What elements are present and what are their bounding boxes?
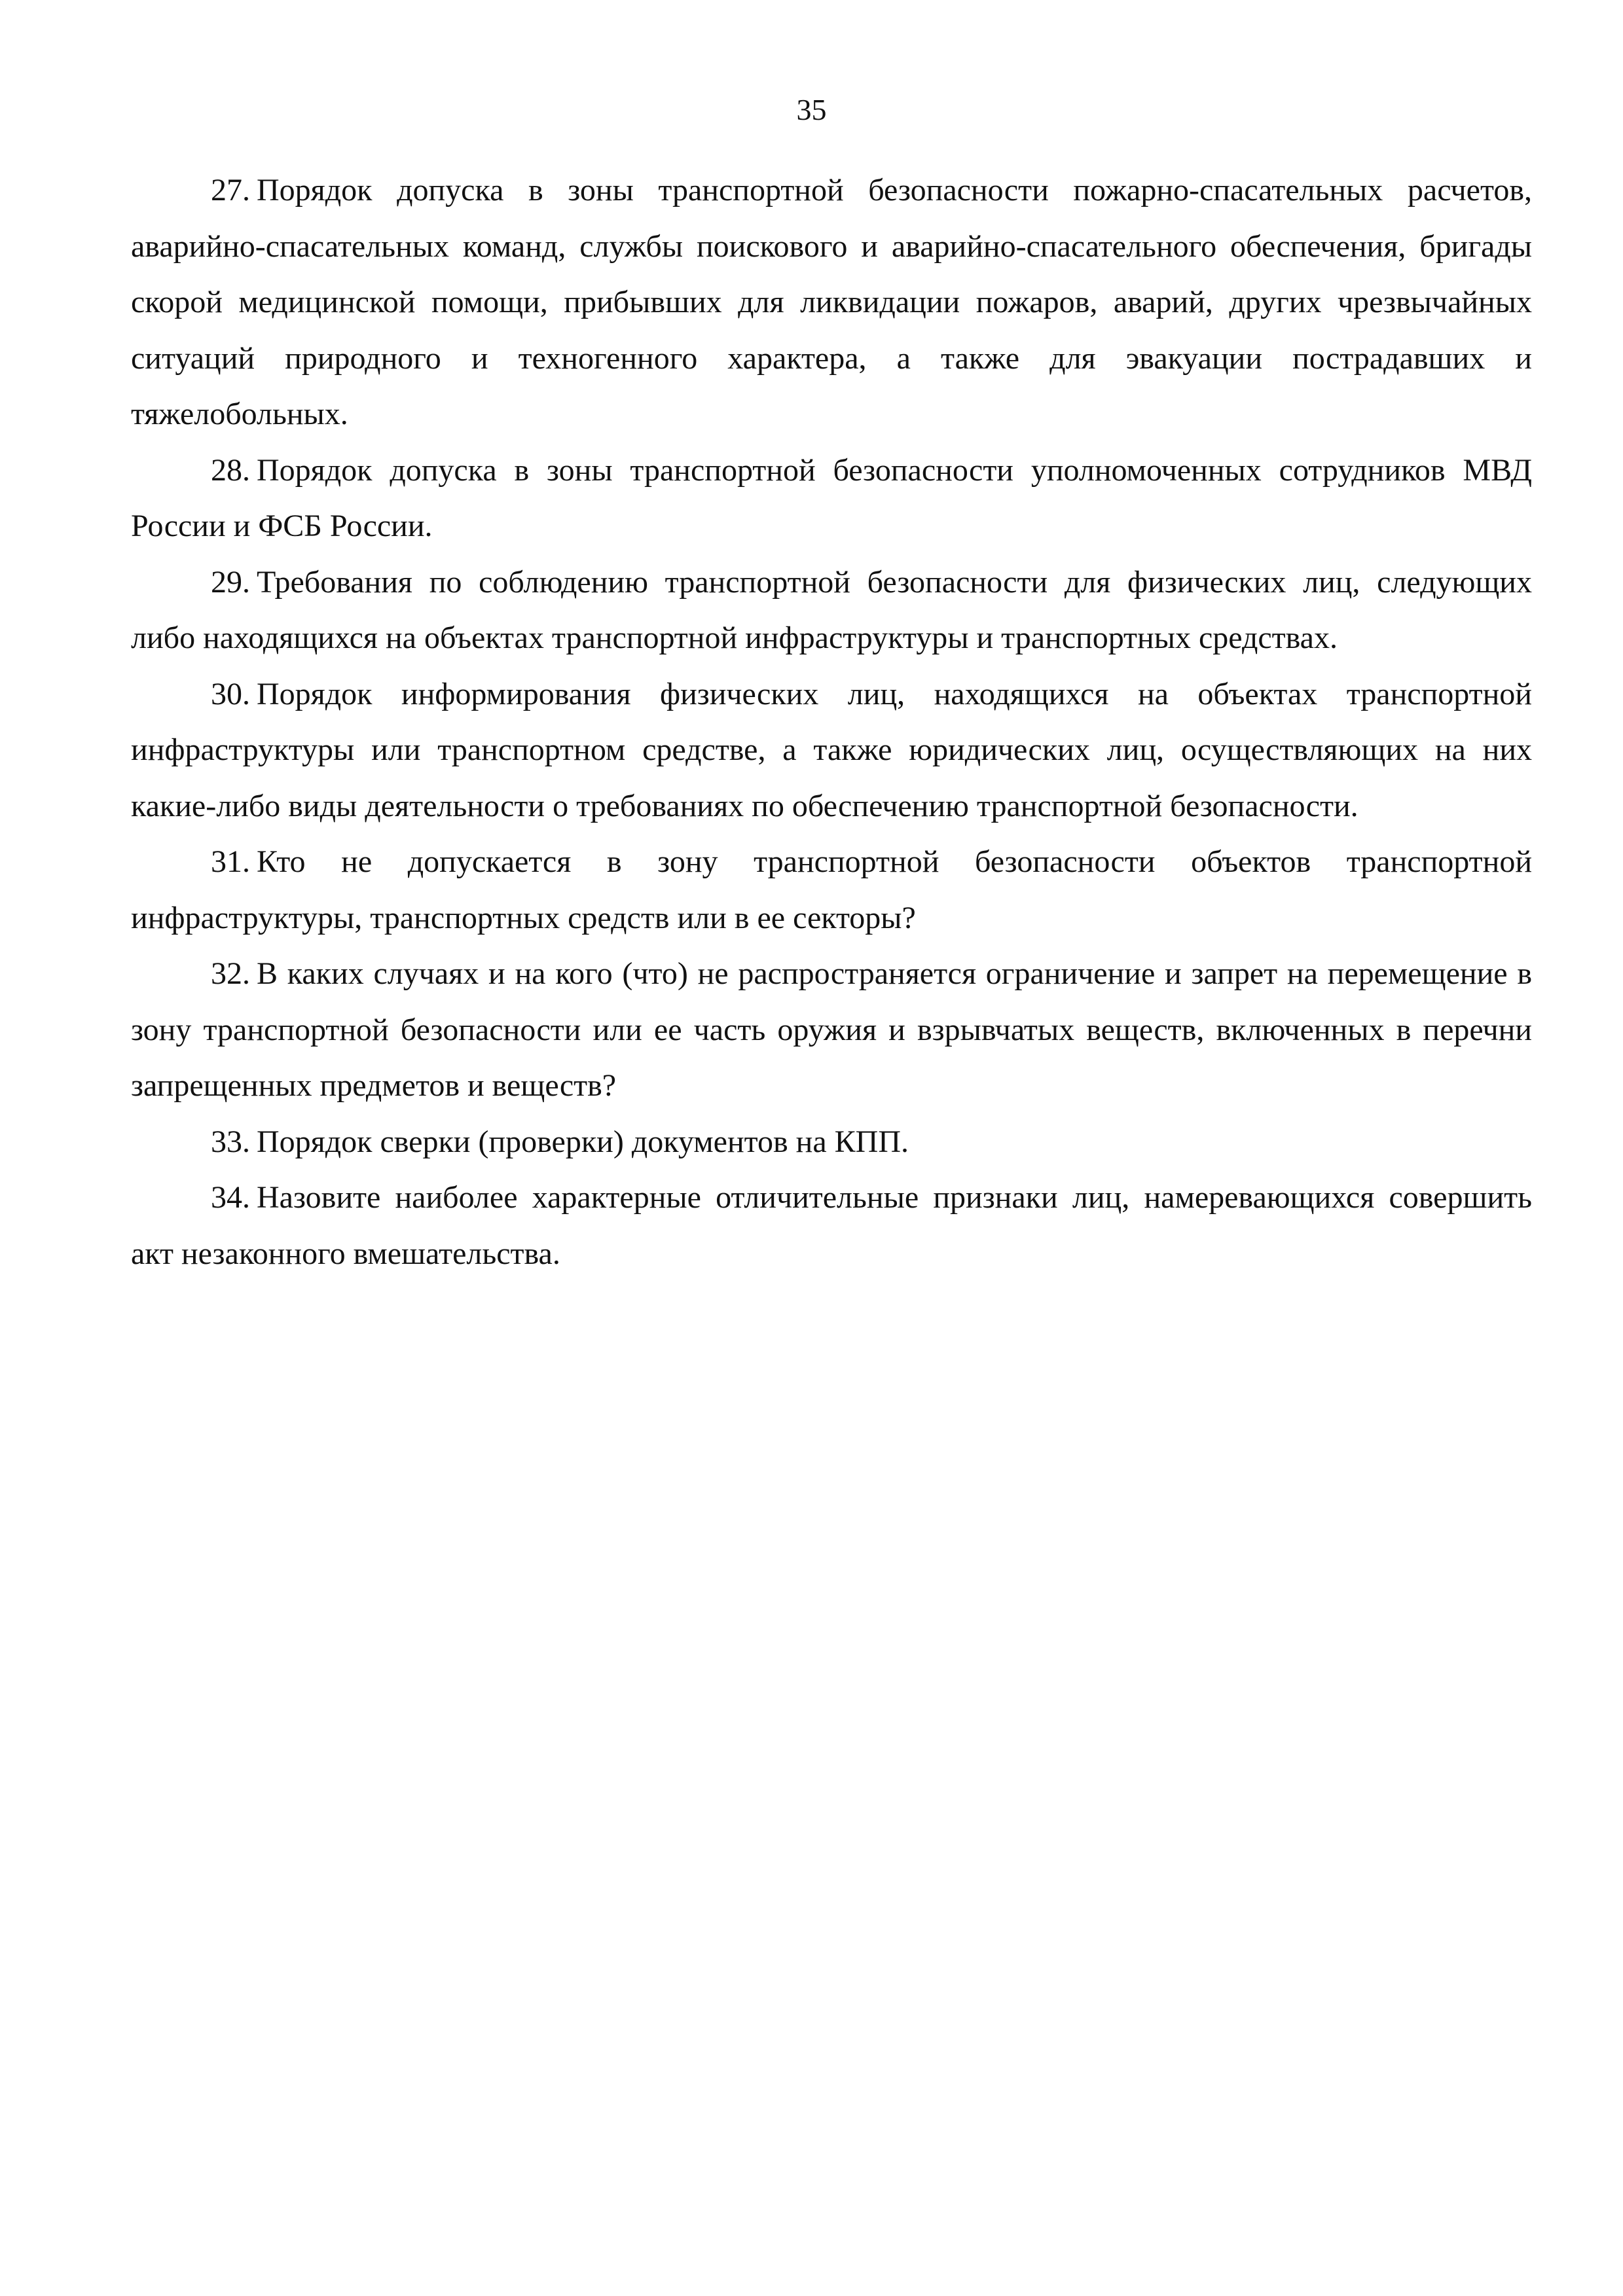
question-number: 31.	[211, 844, 250, 879]
question-text: Порядок информирования физических лиц, находящихся на объектах транспортной инфраструктуры или транспортном средстве, а также юридических лиц, осуществляющих на них какие-либо виды деятельности о требованиях по обеспечению транспортной безопасности.	[131, 676, 1532, 823]
question-item-29	[131, 554, 1532, 666]
question-number: 28.	[211, 452, 250, 488]
question-text: Назовите наиболее характерные отличительные признаки лиц, намеревающихся совершить акт незаконного вмешательства.	[131, 1180, 1532, 1271]
question-text: Требования по соблюдению транспортной безопасности для физических лиц, следующих либо находящихся на объектах транспортной инфраструктуры и транспортных средствах.	[131, 564, 1532, 655]
question-text: Кто не допускается в зону транспортной безопасности объектов транспортной инфраструктуры, транспортных средств или в ее секторы?	[131, 844, 1532, 935]
question-list	[131, 162, 1532, 1282]
question-text: Порядок допуска в зоны транспортной безопасности уполномоченных сотрудников МВД России и ФСБ России.	[131, 452, 1532, 543]
question-number: 29.	[211, 564, 250, 600]
question-item-27	[131, 162, 1532, 442]
question-item-32	[131, 946, 1532, 1114]
question-text: В каких случаях и на кого (что) не распространяется ограничение и запрет на перемещение в зону транспортной безопасности или ее часть оружия и взрывчатых веществ, включенных в перечни запрещенных предметов и веществ?	[131, 956, 1532, 1103]
question-number: 30.	[211, 676, 250, 711]
question-item-30	[131, 666, 1532, 834]
question-item-31	[131, 834, 1532, 946]
question-item-28	[131, 442, 1532, 554]
question-number: 27.	[211, 173, 250, 207]
question-number: 33.	[211, 1124, 250, 1159]
question-item-33	[131, 1114, 1532, 1170]
question-text: Порядок сверки (проверки) документов на КПП.	[257, 1124, 909, 1159]
question-number: 32.	[211, 956, 250, 991]
page-number: 35	[796, 93, 827, 126]
question-text: Порядок допуска в зоны транспортной безопасности пожарно-спасательных расчетов, аварийно-спасательных команд, службы поискового и аварийно-спасательного обеспечения, бригады скорой медицинской помощи, прибывших для ликвидации пожаров, аварий, других чрезвычайных ситуаций природного и техногенного характера, а также для эвакуации пострадавших и тяжелобольных.	[131, 173, 1532, 431]
question-item-34	[131, 1170, 1532, 1282]
question-number: 34.	[211, 1180, 250, 1215]
